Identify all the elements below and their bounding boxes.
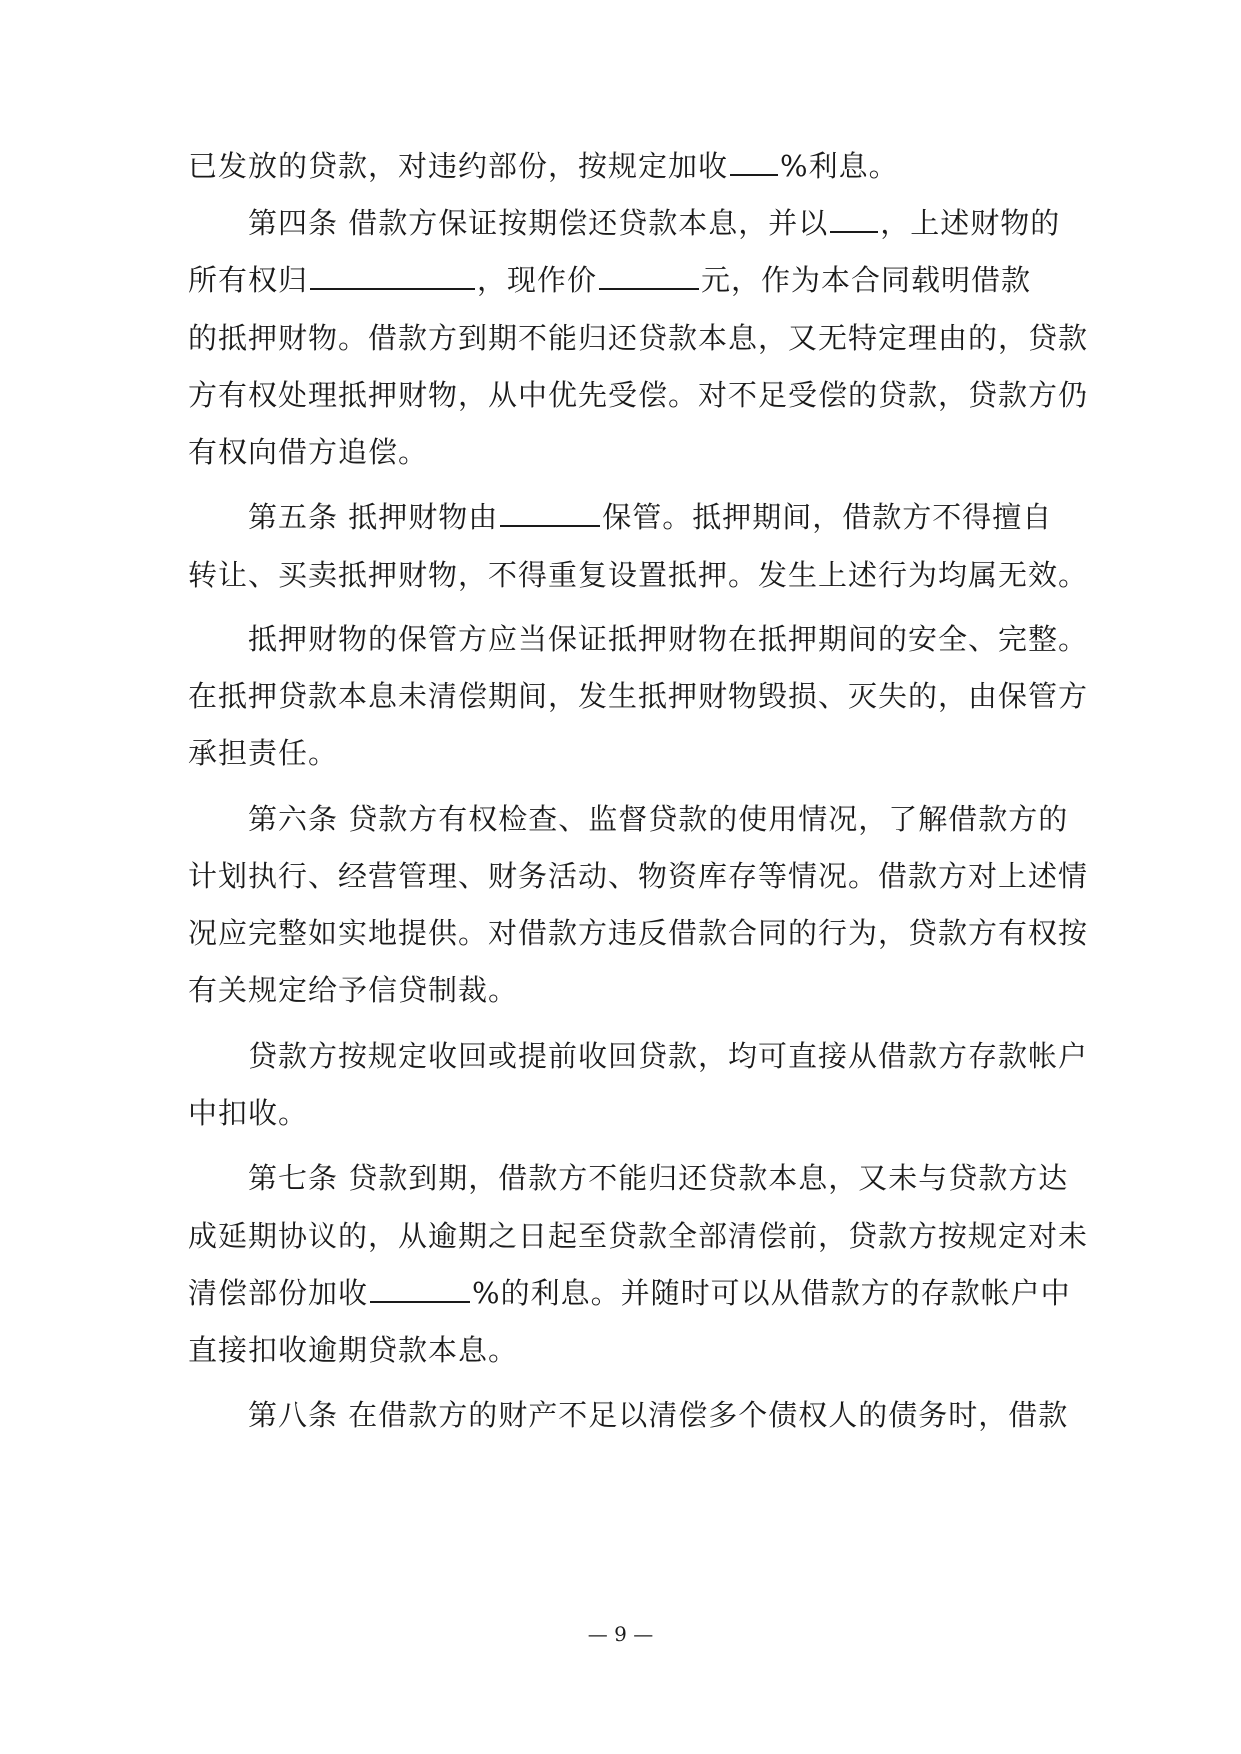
paragraph-line: 在抵押贷款本息未清偿期间，发生抵押财物毁损、灭失的，由保管方 — [188, 679, 1089, 713]
fill-in-blank — [730, 148, 778, 176]
text-run: %利息。 — [780, 149, 899, 183]
paragraph-line: 的抵押财物。借款方到期不能归还贷款本息，又无特定理由的，贷款 — [188, 321, 1089, 355]
paragraph-line — [188, 1273, 1071, 1313]
paragraph-line — [188, 146, 899, 186]
paragraph-line: 方有权处理抵押财物，从中优先受偿。对不足受偿的贷款，贷款方仍 — [188, 378, 1089, 412]
text-run: 所有权归 — [188, 263, 309, 297]
text-run: 第四条 借款方保证按期偿还贷款本息，并以 — [248, 206, 829, 240]
text-run: 第五条 抵押财物由 — [248, 500, 499, 534]
article-6-heading-line: 第六条 贷款方有权检查、监督贷款的使用情况，了解借款方的 — [248, 802, 1069, 836]
paragraph-line: 转让、买卖抵押财物，不得重复设置抵押。发生上述行为均属无效。 — [188, 558, 1089, 592]
paragraph-line: 有关规定给予信贷制裁。 — [188, 973, 519, 1007]
fill-in-blank — [830, 205, 878, 233]
article-7-heading-line: 第七条 贷款到期，借款方不能归还贷款本息，又未与贷款方达 — [248, 1161, 1069, 1195]
paragraph-line: 中扣收。 — [188, 1096, 309, 1130]
fill-in-blank — [599, 262, 699, 290]
text-run: ，现作价 — [477, 263, 598, 297]
page-number: — 9 — — [587, 1622, 654, 1646]
paragraph-line: 抵押财物的保管方应当保证抵押财物在抵押期间的安全、完整。 — [248, 622, 1089, 656]
text-run: ，上述财物的 — [880, 206, 1061, 240]
paragraph-line: 成延期协议的，从逾期之日起至贷款全部清偿前，贷款方按规定对未 — [188, 1219, 1089, 1253]
fill-in-blank — [500, 499, 600, 527]
article-4-heading-line — [248, 203, 1060, 243]
paragraph-line — [188, 260, 1031, 300]
paragraph-line: 有权向借方追偿。 — [188, 435, 429, 469]
article-5-heading-line — [248, 497, 1052, 537]
paragraph-line: 况应完整如实地提供。对借款方违反借款合同的行为，贷款方有权按 — [188, 916, 1089, 950]
article-8-heading-line: 第八条 在借款方的财产不足以清偿多个债权人的债务时，借款 — [248, 1398, 1069, 1432]
paragraph-line: 贷款方按规定收回或提前收回贷款，均可直接从借款方存款帐户 — [248, 1039, 1089, 1073]
paragraph-line: 直接扣收逾期贷款本息。 — [188, 1333, 519, 1367]
paragraph-line: 计划执行、经营管理、财务活动、物资库存等情况。借款方对上述情 — [188, 859, 1089, 893]
fill-in-blank — [370, 1275, 470, 1303]
paragraph-line: 承担责任。 — [188, 736, 339, 770]
text-run: %的利息。并随时可以从借款方的存款帐户中 — [472, 1276, 1071, 1310]
text-run: 清偿部份加收 — [188, 1276, 369, 1310]
text-run: 已发放的贷款，对违约部份，按规定加收 — [188, 149, 729, 183]
text-run: 元，作为本合同载明借款 — [701, 263, 1032, 297]
fill-in-blank — [310, 262, 475, 290]
text-run: 保管。抵押期间，借款方不得擅自 — [602, 500, 1053, 534]
